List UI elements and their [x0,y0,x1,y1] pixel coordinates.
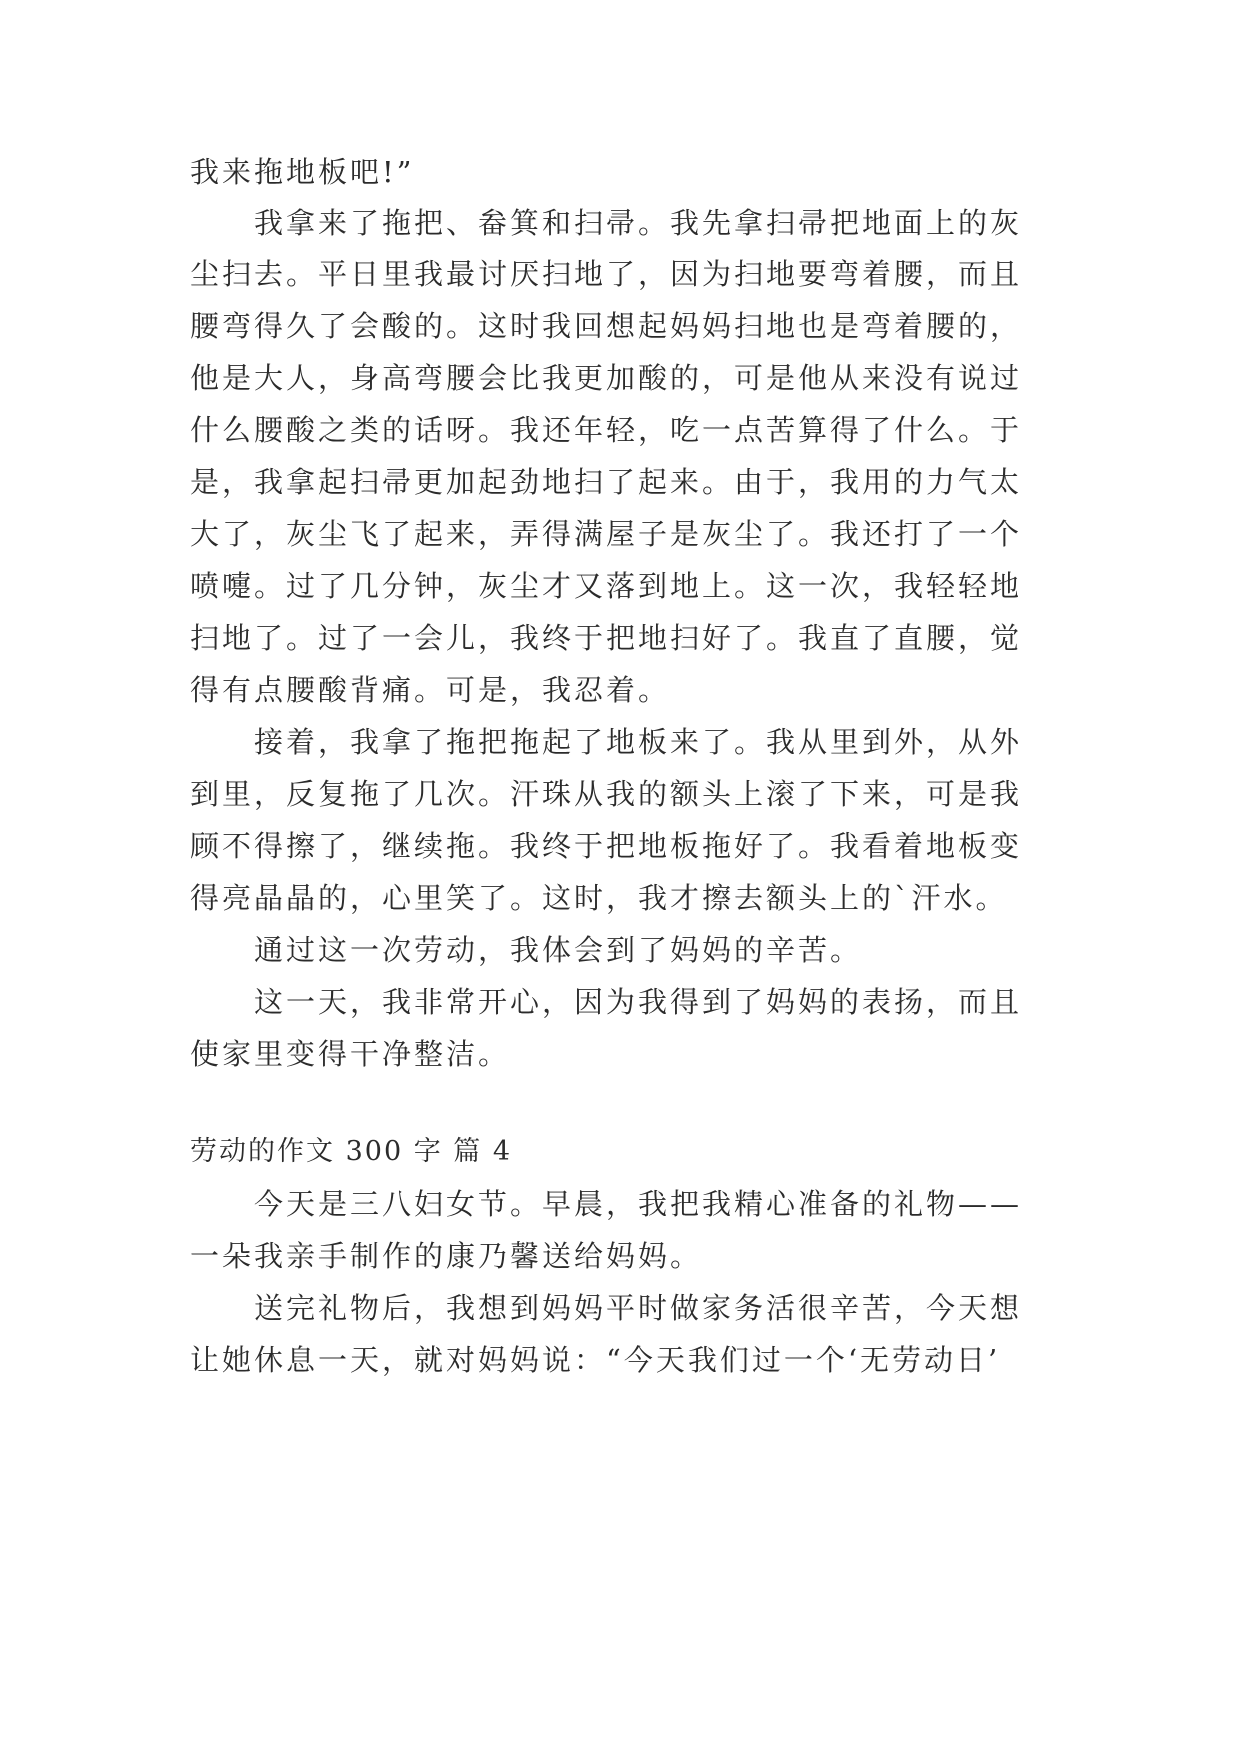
text-line: 尘扫去。平日里我最讨厌扫地了，因为扫地要弯着腰，而且 [190,257,1023,291]
text-line: 一朵我亲手制作的康乃馨送给妈妈。 [190,1239,703,1273]
text-line: 使家里变得干净整洁。 [190,1037,511,1071]
paragraph-start-line: 接着，我拿了拖把拖起了地板来了。我从里到外，从外 [254,725,1023,759]
text-line: 我来拖地板吧!” [190,155,415,189]
text-line: 什么腰酸之类的话呀。我还年轻，吃一点苦算得了什么。于 [190,413,1023,447]
text-line: 顾不得擦了，继续拖。我终于把地板拖好了。我看着地板变 [190,829,1023,863]
paragraph-start-line: 我拿来了拖把、畚箕和扫帚。我先拿扫帚把地面上的灰 [254,206,1023,240]
paragraph-start-line: 通过这一次劳动，我体会到了妈妈的辛苦。 [254,933,863,967]
text-line: 扫地了。过了一会儿，我终于把地扫好了。我直了直腰，觉 [190,621,1023,655]
text-line: 大了，灰尘飞了起来，弄得满屋子是灰尘了。我还打了一个 [190,517,1023,551]
paragraph-start-line: 这一天，我非常开心，因为我得到了妈妈的表扬，而且 [254,985,1023,1019]
paragraph-start-line: 今天是三八妇女节。早晨，我把我精心准备的礼物—— [254,1187,1023,1221]
text-line: 到里，反复拖了几次。汗珠从我的额头上滚了下来，可是我 [190,777,1023,811]
text-line: 喷嚏。过了几分钟，灰尘才又落到地上。这一次，我轻轻地 [190,569,1023,603]
text-line: 是，我拿起扫帚更加起劲地扫了起来。由于，我用的力气太 [190,465,1023,499]
paragraph-start-line: 送完礼物后，我想到妈妈平时做家务活很辛苦，今天想 [254,1291,1023,1325]
section-heading: 劳动的作文 300 字 篇 4 [190,1136,513,1167]
text-line: 让她休息一天，就对妈妈说：“今天我们过一个‘无劳动日’ [190,1343,1001,1377]
text-line: 他是大人，身高弯腰会比我更加酸的，可是他从来没有说过 [190,361,1023,395]
text-line: 腰弯得久了会酸的。这时我回想起妈妈扫地也是弯着腰的， [190,309,1023,343]
text-line: 得亮晶晶的，心里笑了。这时，我才擦去额头上的`汗水。 [190,881,1008,915]
text-line: 得有点腰酸背痛。可是，我忍着。 [190,673,671,707]
